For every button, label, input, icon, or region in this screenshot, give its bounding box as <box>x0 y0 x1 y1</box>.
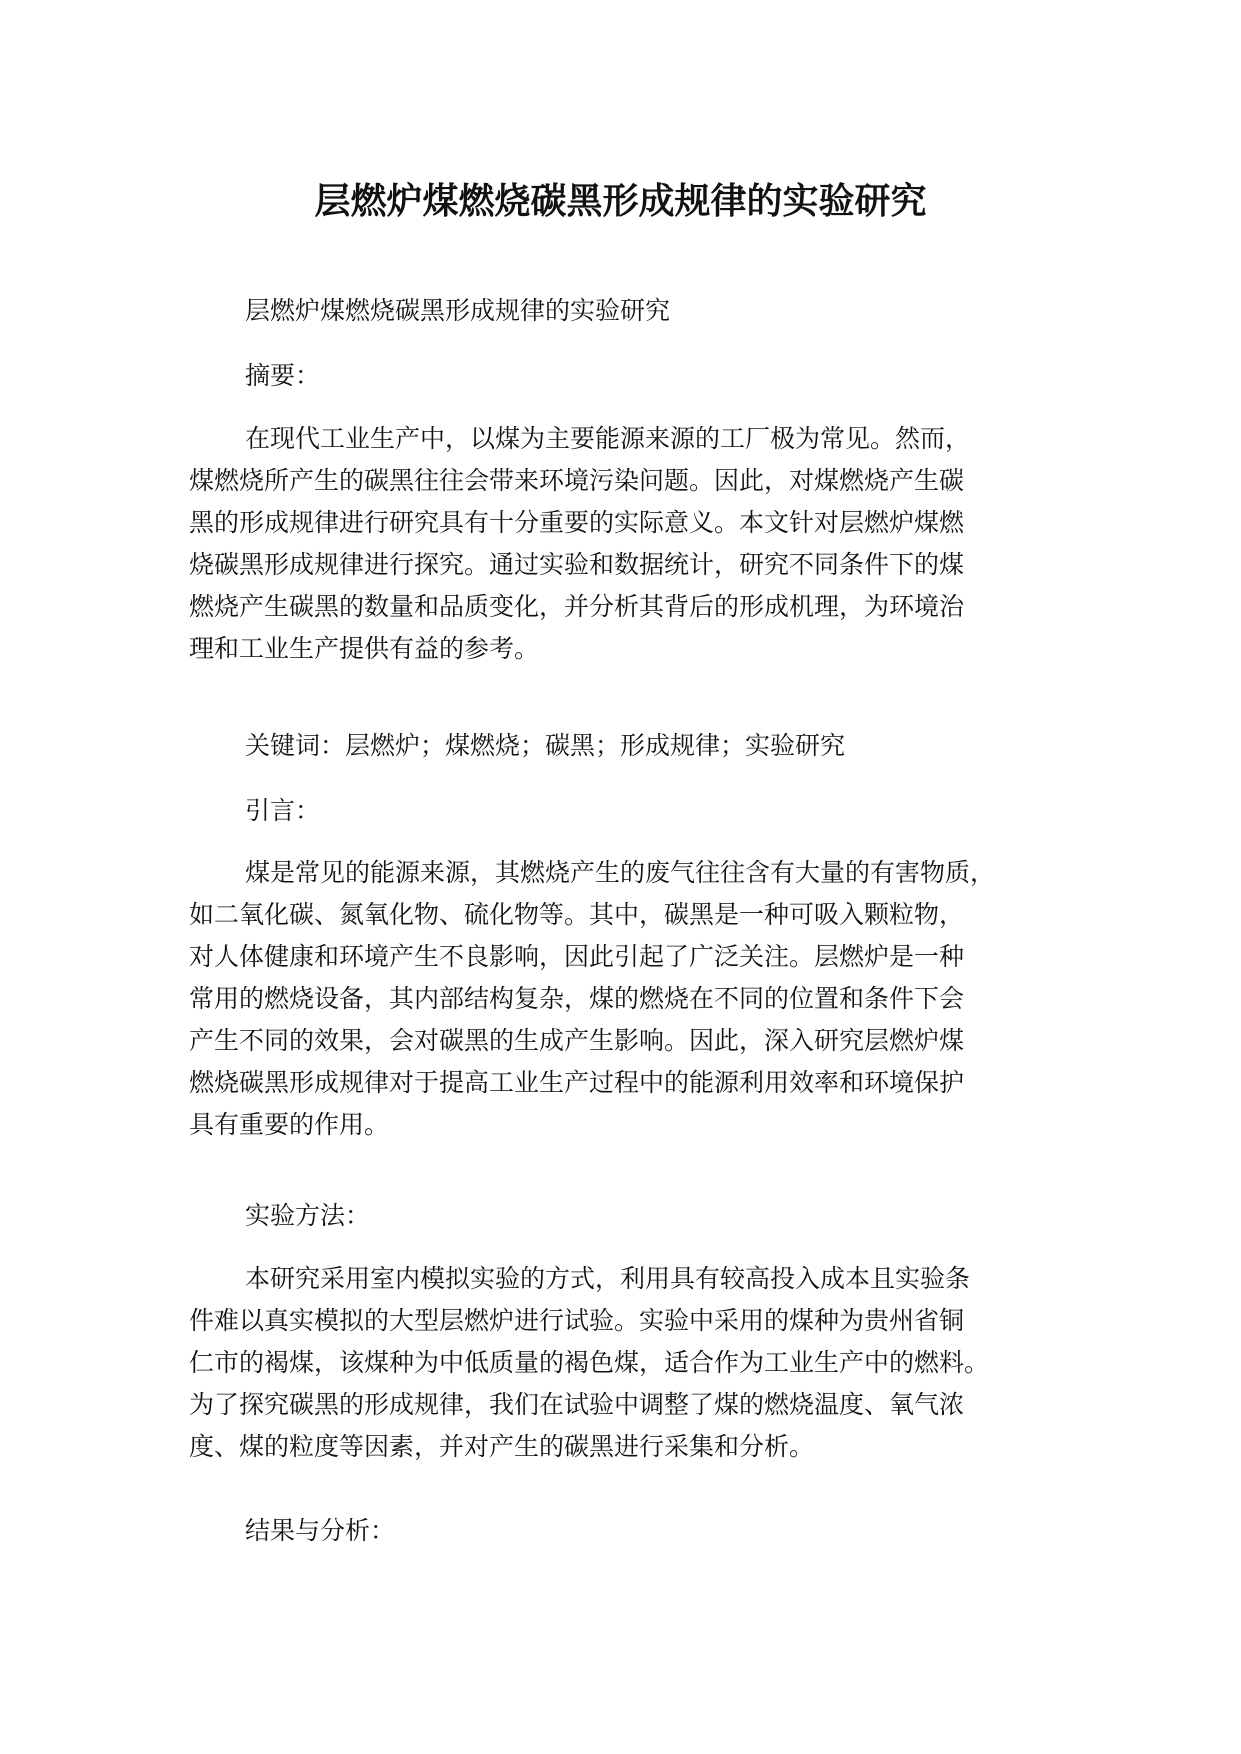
intro-heading: 引言： <box>245 796 321 825</box>
document-subtitle: 层燃炉煤燃烧碳黑形成规律的实验研究 <box>245 296 671 325</box>
intro-line: 具有重要的作用。 <box>189 1110 390 1139</box>
abstract-line: 煤燃烧所产生的碳黑往往会带来环境污染问题。因此，对煤燃烧产生碳 <box>189 466 965 495</box>
results-heading: 结果与分析： <box>245 1516 396 1545</box>
intro-line: 如二氧化碳、氮氧化物、硫化物等。其中，碳黑是一种可吸入颗粒物， <box>189 900 965 929</box>
intro-line: 常用的燃烧设备，其内部结构复杂，煤的燃烧在不同的位置和条件下会 <box>189 984 965 1013</box>
method-heading: 实验方法： <box>245 1201 371 1230</box>
intro-line: 燃烧碳黑形成规律对于提高工业生产过程中的能源利用效率和环境保护 <box>189 1068 965 1097</box>
intro-line: 对人体健康和环境产生不良影响，因此引起了广泛关注。层燃炉是一种 <box>189 942 965 971</box>
abstract-line: 理和工业生产提供有益的参考。 <box>189 634 540 663</box>
method-line: 仁市的褐煤，该煤种为中低质量的褐色煤，适合作为工业生产中的燃料。 <box>189 1348 990 1377</box>
keywords-line: 关键词：层燃炉；煤燃烧；碳黑；形成规律；实验研究 <box>245 731 846 760</box>
method-line: 件难以真实模拟的大型层燃炉进行试验。实验中采用的煤种为贵州省铜 <box>189 1306 965 1335</box>
intro-line: 产生不同的效果，会对碳黑的生成产生影响。因此，深入研究层燃炉煤 <box>189 1026 965 1055</box>
method-line: 度、煤的粒度等因素，并对产生的碳黑进行采集和分析。 <box>189 1432 815 1461</box>
abstract-line: 在现代工业生产中，以煤为主要能源来源的工厂极为常见。然而， <box>245 424 971 453</box>
method-paragraph <box>189 1258 1039 1468</box>
document-title: 层燃炉煤燃烧碳黑形成规律的实验研究 <box>314 181 927 222</box>
abstract-heading: 摘要： <box>245 361 321 390</box>
abstract-line: 黑的形成规律进行研究具有十分重要的实际意义。本文针对层燃炉煤燃 <box>189 508 965 537</box>
intro-line: 煤是常见的能源来源，其燃烧产生的废气往往含有大量的有害物质， <box>245 858 996 887</box>
abstract-paragraph <box>189 418 1039 670</box>
intro-paragraph <box>189 852 1039 1146</box>
method-line: 为了探究碳黑的形成规律，我们在试验中调整了煤的燃烧温度、氧气浓 <box>189 1390 965 1419</box>
abstract-line: 燃烧产生碳黑的数量和品质变化，并分析其背后的形成机理，为环境治 <box>189 592 965 621</box>
method-line: 本研究采用室内模拟实验的方式，利用具有较高投入成本且实验条 <box>245 1264 971 1293</box>
abstract-line: 烧碳黑形成规律进行探究。通过实验和数据统计，研究不同条件下的煤 <box>189 550 965 579</box>
